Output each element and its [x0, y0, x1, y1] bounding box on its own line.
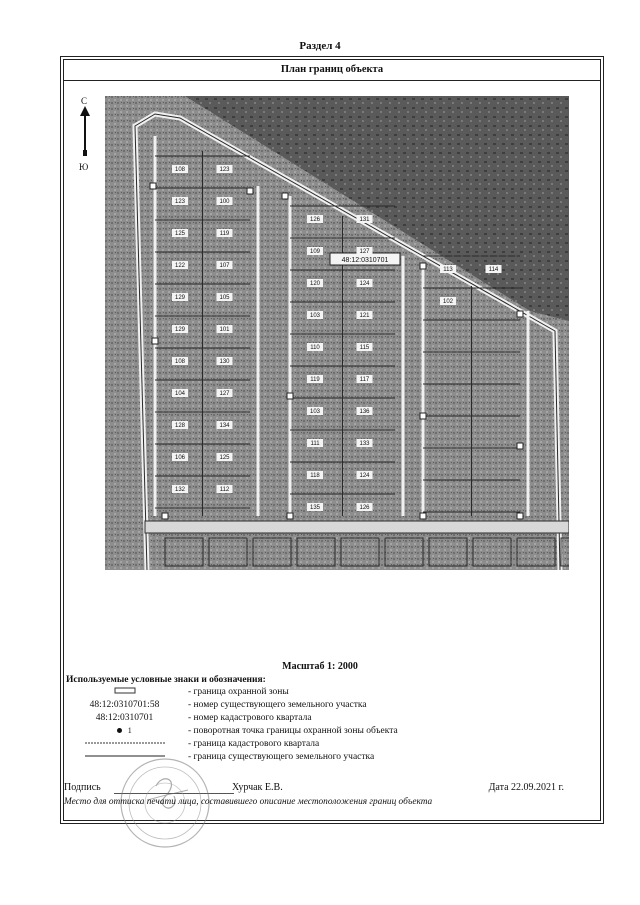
turning-point-marker: [247, 188, 253, 194]
parcel-label: [357, 407, 373, 415]
parcel-label: [217, 229, 233, 237]
parcel-number-text: 101: [219, 327, 230, 333]
compass: [78, 96, 92, 176]
parcel-label: [307, 215, 323, 223]
parcel-label: [357, 279, 373, 287]
stamp-note: Место для оттиска печати лица, составившего описание местоположения границ объекта: [64, 797, 433, 807]
parcel-number-text: 100: [219, 199, 230, 205]
legend-item-quarter-number: [62, 713, 502, 727]
legend-item-parcel-number: [62, 700, 502, 714]
parcel-number-text: 135: [309, 505, 321, 511]
quarter-number-text: 48:12:0310701: [341, 257, 389, 264]
parcel-number-text: 103: [309, 313, 321, 319]
parcel-label: [172, 357, 188, 365]
parcel-label: [172, 293, 188, 301]
parcel-number-text: 123: [219, 167, 230, 173]
parcel-label: [217, 453, 233, 461]
turning-point-marker: [150, 183, 156, 189]
parcel-number-text: 112: [219, 487, 230, 493]
compass-north-label: С: [81, 96, 88, 106]
turning-point-marker: [162, 513, 168, 519]
parcel-number-text: 103: [309, 409, 321, 415]
parcel-label: [217, 197, 233, 205]
turning-point-marker: [420, 263, 426, 269]
legend-text-zone: - граница охранной зоны: [188, 687, 289, 697]
legend-symbol-zone: [62, 687, 187, 698]
parcel-number-text: 111: [310, 441, 320, 447]
legend-symbol-quarter-boundary: [62, 739, 187, 750]
parcel-label: [307, 311, 323, 319]
parcel-number-text: 124: [359, 473, 370, 479]
parcel-label: [357, 247, 373, 255]
legend-symbol-turning-point: [62, 726, 187, 736]
parcel-number-text: 102: [442, 299, 454, 305]
parcel-number-text: 119: [219, 231, 230, 237]
parcel-label: [217, 357, 233, 365]
parcel-label: [217, 485, 233, 493]
parcel-number-text: 127: [219, 391, 230, 397]
parcel-label: [172, 485, 188, 493]
parcel-label: [307, 471, 323, 479]
turning-point-number: 1: [127, 726, 132, 735]
parcel-number-text: 113: [443, 267, 453, 273]
legend-item-turning-point: [62, 726, 502, 740]
signatory-name: Хурчак Е.В.: [232, 782, 283, 793]
parcel-label: [486, 265, 502, 273]
parcel-number-text: 122: [174, 263, 186, 269]
compass-south-label: Ю: [79, 162, 89, 172]
parcel-number-text: 133: [359, 441, 370, 447]
parcel-number-text: 127: [359, 249, 370, 255]
parcel-label: [440, 265, 456, 273]
parcel-label: [307, 439, 323, 447]
parcel-number-text: 128: [174, 423, 186, 429]
parcel-number-text: 136: [359, 409, 370, 415]
parcel-label: [357, 311, 373, 319]
parcel-number-text: 126: [359, 505, 370, 511]
signature-date: Дата 22.09.2021 г.: [488, 782, 564, 793]
quarter-boundary-line-icon: [85, 739, 165, 747]
legend-symbol-quarter-number: 48:12:0310701: [95, 713, 154, 723]
parcel-label: [307, 279, 323, 287]
zone-boundary-icon: [114, 687, 136, 695]
turning-point-marker: [152, 338, 158, 344]
parcel-label: [357, 215, 373, 223]
turning-point-marker: [420, 413, 426, 419]
parcel-number-text: 132: [174, 487, 186, 493]
parcel-label: [357, 375, 373, 383]
cadastral-map: [105, 96, 569, 570]
parcel-label: [217, 421, 233, 429]
parcel-label: [172, 421, 188, 429]
parcel-label: [357, 503, 373, 511]
parcel-label: [357, 343, 373, 351]
parcel-number-text: 108: [174, 167, 186, 173]
parcel-number-text: 114: [488, 267, 499, 273]
parcel-label: [307, 407, 323, 415]
turning-point-marker: [282, 193, 288, 199]
signature-label: Подпись: [64, 782, 101, 793]
parcel-number-text: 121: [359, 313, 370, 319]
parcel-label: [357, 471, 373, 479]
parcel-number-text: 126: [309, 217, 321, 223]
parcel-label: [307, 343, 323, 351]
plan-title: План границ объекта: [64, 60, 600, 81]
parcel-label: [217, 261, 233, 269]
parcel-number-text: 123: [174, 199, 186, 205]
parcel-number-text: 119: [310, 377, 320, 383]
parcel-number-text: 109: [309, 249, 321, 255]
section-title: Раздел 4: [299, 40, 341, 52]
legend-text-turning-point: - поворотная точка границы охранной зоны объекта: [188, 726, 398, 736]
parcel-number-text: 129: [174, 295, 186, 301]
parcel-label: [307, 247, 323, 255]
parcel-label: [440, 297, 456, 305]
parcel-number-text: 118: [310, 473, 320, 479]
parcel-label: [217, 293, 233, 301]
parcel-label: [172, 261, 188, 269]
bottom-street: [145, 521, 569, 533]
parcel-label: [217, 165, 233, 173]
turning-point-icon: [117, 728, 122, 733]
parcel-number-text: 107: [219, 263, 230, 269]
parcel-number-text: 105: [219, 295, 230, 301]
parcel-number-text: 131: [359, 217, 370, 223]
parcel-label: [172, 197, 188, 205]
turning-point-marker: [517, 513, 523, 519]
cadastral-map-svg: [105, 96, 569, 570]
parcel-label: [357, 439, 373, 447]
parcel-label: [172, 389, 188, 397]
parcel-number-text: 117: [359, 377, 370, 383]
legend-text-quarter-boundary: - граница кадастрового квартала: [188, 739, 320, 749]
parcel-label: [172, 325, 188, 333]
turning-point-marker: [517, 443, 523, 449]
parcel-label: [172, 229, 188, 237]
parcel-number-text: 130: [219, 359, 230, 365]
turning-point-marker: [420, 513, 426, 519]
parcel-label: [172, 453, 188, 461]
parcel-label: [307, 503, 323, 511]
map-scale: Масштаб 1: 2000: [282, 661, 358, 672]
parcel-number-text: 106: [174, 455, 186, 461]
parcel-label: [217, 325, 233, 333]
parcel-number-text: 129: [174, 327, 186, 333]
parcel-number-text: 124: [359, 281, 370, 287]
parcel-number-text: 115: [359, 345, 370, 351]
legend-title: Используемые условные знаки и обозначения:: [66, 675, 266, 685]
parcel-number-text: 125: [174, 231, 186, 237]
parcel-label: [172, 165, 188, 173]
turning-point-marker: [287, 393, 293, 399]
compass-shaft: [84, 110, 86, 152]
legend-text-quarter-number: - номер кадастрового квартала: [188, 713, 312, 723]
turning-point-marker: [517, 311, 523, 317]
parcel-label: [217, 389, 233, 397]
legend-text-parcel-number: - номер существующего земельного участка: [188, 700, 367, 710]
turning-point-marker: [287, 513, 293, 519]
parcel-number-text: 134: [219, 423, 230, 429]
parcel-number-text: 125: [219, 455, 230, 461]
parcel-number-text: 110: [310, 345, 320, 351]
legend-item-quarter-boundary: [62, 739, 502, 753]
parcel-number-text: 108: [174, 359, 186, 365]
compass-tail: [83, 150, 87, 156]
parcel-label: [307, 375, 323, 383]
legend-item-protection-zone: [62, 687, 502, 701]
legend-symbol-parcel-number: 48:12:0310701:58: [89, 700, 160, 710]
parcel-number-text: 120: [309, 281, 321, 287]
legend-text-parcel-boundary: - граница существующего земельного участка: [188, 752, 375, 762]
parcel-number-text: 104: [174, 391, 186, 397]
